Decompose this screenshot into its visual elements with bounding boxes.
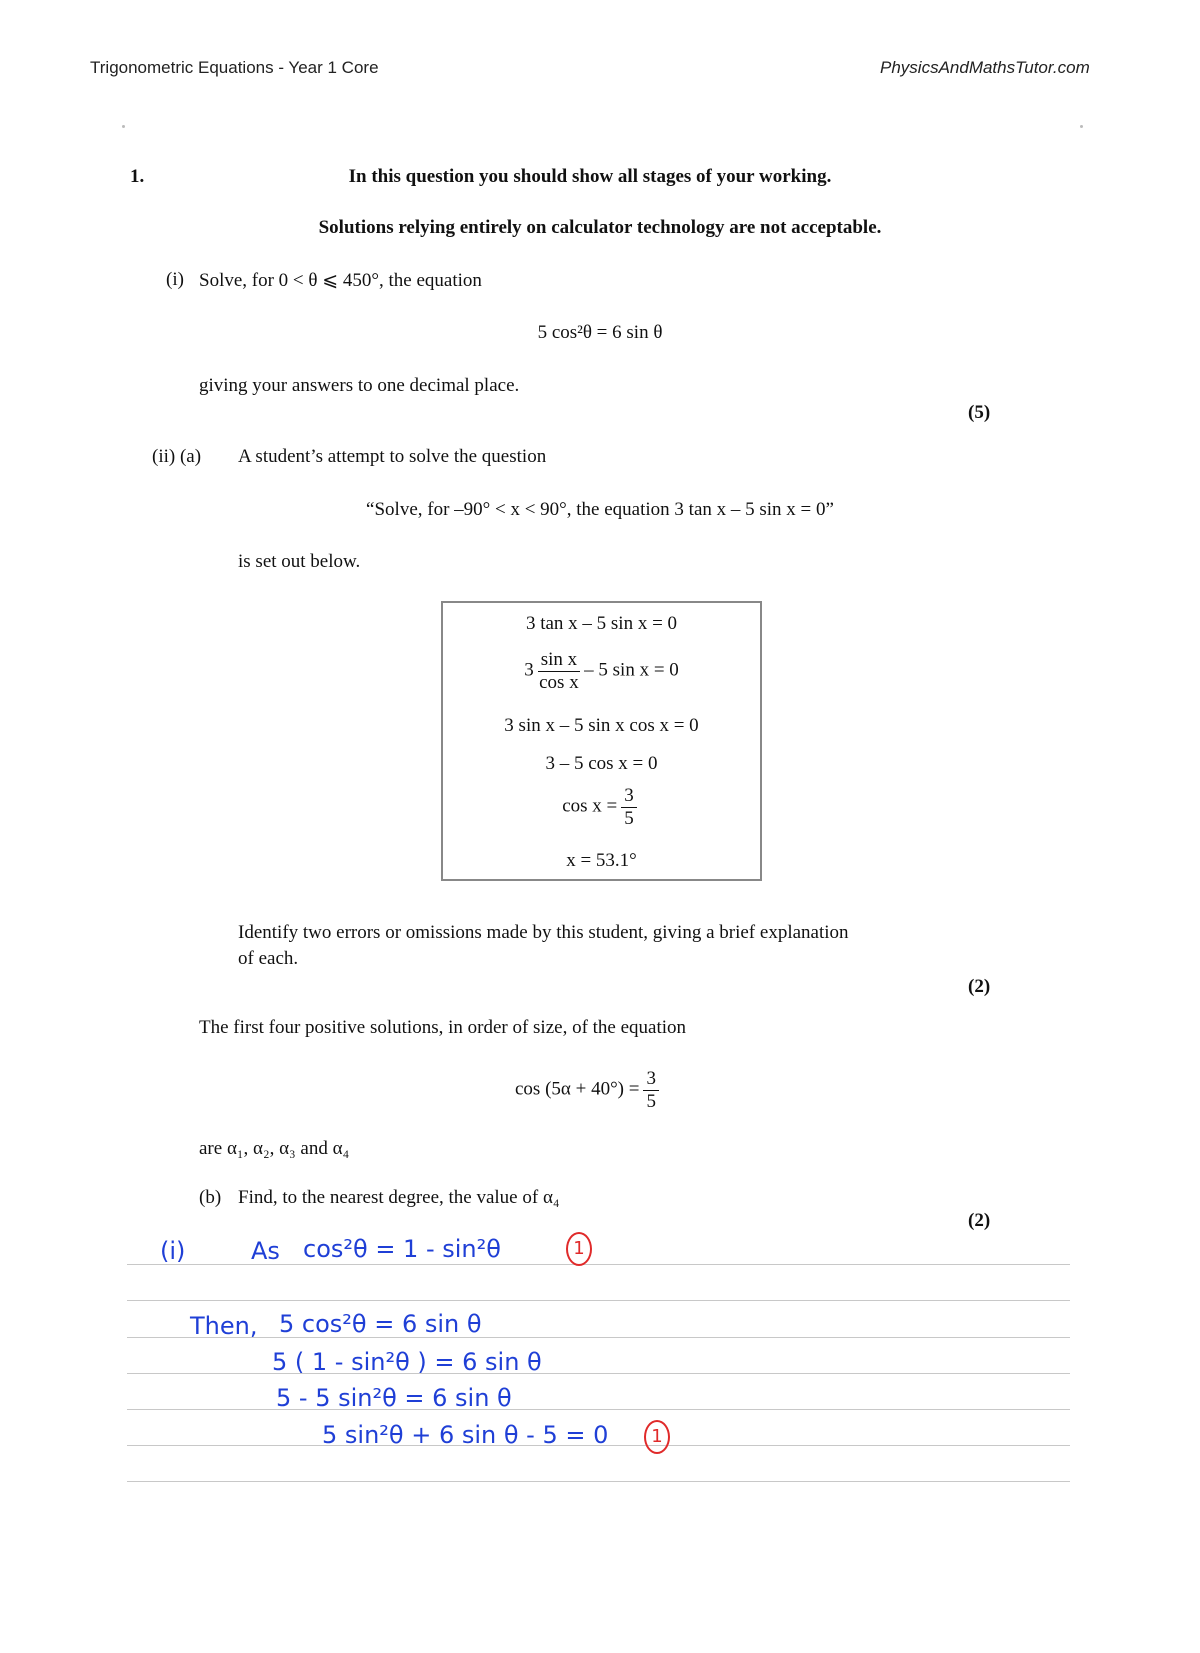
header-right: PhysicsAndMathsTutor.com <box>880 58 1090 77</box>
working-line-1: 3 tan x – 5 sin x = 0 <box>525 613 678 634</box>
hw-line-2: 5 cos²θ = 6 sin θ <box>279 1310 482 1338</box>
fraction-numerator: sin x <box>538 649 580 672</box>
hw-part-label: (i) <box>160 1237 186 1265</box>
answer-rule <box>127 1300 1070 1301</box>
part-i-label: (i) <box>166 269 184 290</box>
hw-line-4: 5 - 5 sin²θ = 6 sin θ <box>276 1384 512 1412</box>
fraction-numerator: 3 <box>643 1068 659 1091</box>
part-ii-b-label: (b) <box>199 1187 222 1208</box>
working-line-2-tail: – 5 sin x = 0 <box>584 659 679 681</box>
scan-dot <box>1080 125 1083 128</box>
hw-then: Then, <box>190 1312 258 1340</box>
fraction-denominator: cos x <box>539 671 579 693</box>
instruction-no-calculator: Solutions relying entirely on calculator technology are not acceptable. <box>318 217 882 238</box>
part-ii-a-after: is set out below. <box>238 551 361 572</box>
working-line-4: 3 – 5 cos x = 0 <box>545 753 658 774</box>
working-line-5-fraction <box>621 785 637 830</box>
part-ii-a-text: A student’s attempt to solve the question <box>238 446 547 467</box>
part-ii-a-label: (ii) (a) <box>152 446 202 467</box>
answer-rule <box>127 1409 1070 1410</box>
hw-identity: cos²θ = 1 - sin²θ <box>303 1235 501 1263</box>
instruction-show-working: In this question you should show all stages of your working. <box>348 166 832 187</box>
answer-rule <box>127 1337 1070 1338</box>
working-line-6: x = 53.1° <box>566 850 637 871</box>
header-left: Trigonometric Equations - Year 1 Core <box>90 58 379 77</box>
task-line-2: of each. <box>238 948 299 969</box>
hw-as: As <box>251 1237 280 1265</box>
ii-eq-lead: cos (5α + 40°) = <box>515 1078 640 1100</box>
working-line-5 <box>443 785 760 830</box>
hw-line-3: 5 ( 1 - sin²θ ) = 6 sin θ <box>272 1348 542 1376</box>
part-ii-b-marks: (2) <box>968 1210 991 1231</box>
fraction-numerator: 3 <box>621 785 637 808</box>
working-line-3: 3 sin x – 5 sin x cos x = 0 <box>504 715 699 736</box>
method-mark-2: 1 <box>644 1420 670 1454</box>
scan-dot <box>122 125 125 128</box>
working-line-2-lead: 3 <box>524 659 534 681</box>
part-ii-a-marks: (2) <box>968 976 991 997</box>
quoted-question: “Solve, for –90° < x < 90°, the equation 3 tan x – 5 sin x = 0” <box>366 499 834 520</box>
part-i-equation: 5 cos²θ = 6 sin θ <box>537 322 663 343</box>
working-line-2-fraction <box>538 649 580 694</box>
fraction-denominator: 5 <box>624 807 634 829</box>
student-working-box <box>441 601 762 881</box>
ii-intro-text: The first four positive solutions, in order of size, of the equation <box>199 1017 687 1038</box>
method-mark-1: 1 <box>566 1232 592 1266</box>
alpha-list: are α₁, α₂, α₃ and α₄ <box>199 1138 350 1159</box>
part-i-text: Solve, for 0 < θ ⩽ 450°, the equation <box>199 270 482 291</box>
part-ii-b-text: Find, to the nearest degree, the value of α₄ <box>238 1187 560 1208</box>
task-line-1: Identify two errors or omissions made by this student, giving a brief explanation <box>238 922 849 943</box>
question-number: 1. <box>130 166 145 187</box>
part-i-after: giving your answers to one decimal place. <box>199 375 520 396</box>
part-i-marks: (5) <box>968 402 991 423</box>
hw-line-5: 5 sin²θ + 6 sin θ - 5 = 0 <box>322 1421 609 1449</box>
ii-eq-fraction <box>643 1068 659 1113</box>
fraction-denominator: 5 <box>646 1090 656 1112</box>
ii-intro-equation <box>515 1068 663 1113</box>
working-line-2 <box>443 649 760 694</box>
answer-rule <box>127 1373 1070 1374</box>
working-line-5-lead: cos x = <box>562 795 618 817</box>
answer-rule <box>127 1481 1070 1482</box>
